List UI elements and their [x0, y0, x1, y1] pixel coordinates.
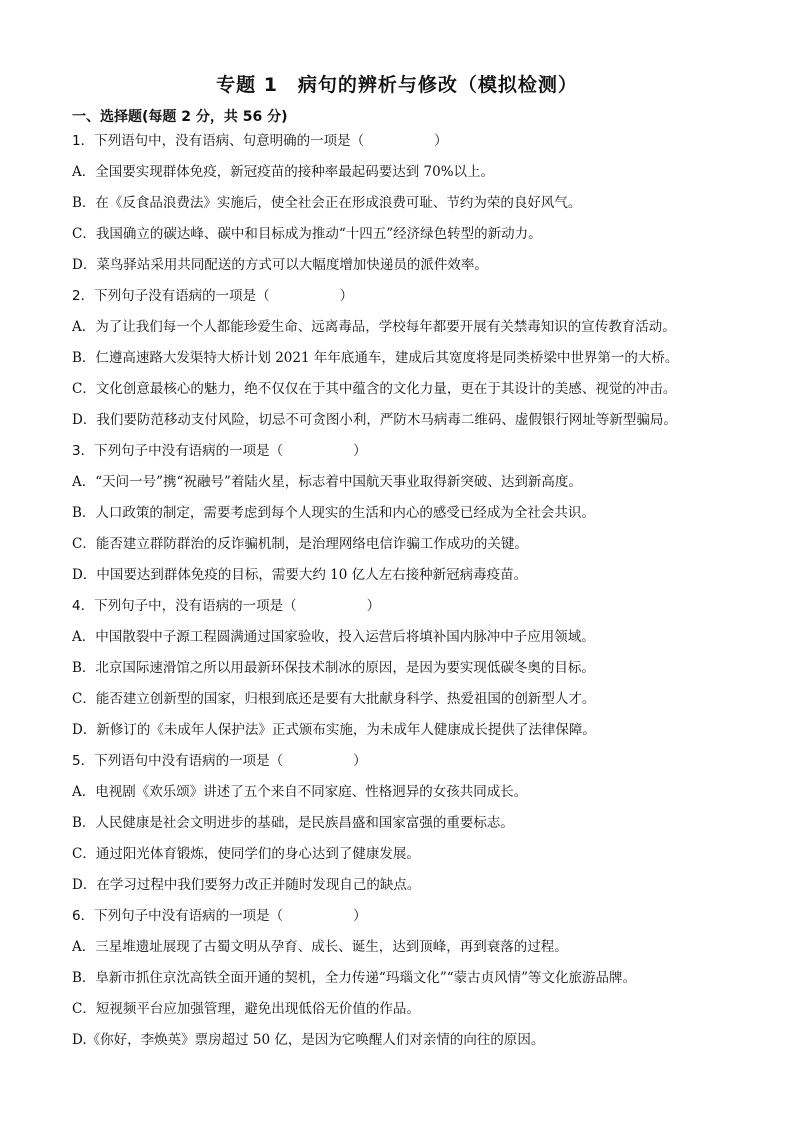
page-title: 专题 1 病句的辨析与修改（模拟检测） [216, 74, 578, 96]
answer-option: C．能否建立群防群治的反诈骗机制，是治理网络电信诈骗工作成功的关键。 [72, 536, 528, 552]
answer-option: A．全国要实现群体免疫，新冠疫苗的接种率最起码要达到 70%以上。 [72, 164, 495, 180]
answer-option: C．通过阳光体育锻炼，使同学们的身心达到了健康发展。 [72, 846, 420, 862]
question-stem-text: 2．下列句子没有语病的一项是（ [72, 288, 270, 304]
question-stem-text: 6．下列句子中没有语病的一项是（ [72, 908, 284, 924]
section-heading: 一、选择题(每题 2 分，共 56 分) [72, 109, 288, 125]
answer-option: A．电视剧《欢乐颂》讲述了五个来自不同家庭、性格迥异的女孩共同成长。 [72, 784, 528, 800]
answer-option: D．中国要达到群体免疫的目标，需要大约 10 亿人左右接种新冠病毒疫苗。 [72, 567, 528, 583]
question-stem-close: ） [434, 133, 448, 149]
answer-option: B．人口政策的制定，需要考虑到每个人现实的生活和内心的感受已经成为全社会共识。 [72, 505, 595, 521]
question-stem-close: ） [339, 288, 354, 304]
question-stem-close: ） [353, 753, 367, 769]
answer-option: B．阜新市抓住京沈高铁全面开通的契机，全力传递“玛瑙文化”“蒙古贞风情”等文化旅游品牌。 [72, 970, 637, 986]
question-stem-close: ） [366, 598, 381, 614]
question-stem [72, 126, 732, 157]
answer-option: A．三星堆遗址展现了古蜀文明从孕育、成长、诞生，达到顶峰，再到衰落的过程。 [72, 939, 568, 955]
answer-option: D．新修订的《未成年人保护法》正式颁布实施，为未成年人健康成长提供了法律保障。 [72, 722, 596, 738]
answer-option: C．文化创意最核心的魅力，绝不仅仅在于其中蕴含的文化力量，更在于其设计的美感、视觉的冲击。 [72, 381, 677, 397]
answer-option: C．我国确立的碳达峰、碳中和目标成为推动“十四五”经济绿色转型的新动力。 [72, 226, 542, 242]
answer-option: B．仁遵高速路大发渠特大桥计划 2021 年年底通车，建成后其宽度将是同类桥梁中世界第一的大桥。 [72, 350, 679, 366]
question-stem [72, 281, 732, 312]
answer-option: D．在学习过程中我们要努力改正并随时发现自己的缺点。 [72, 877, 421, 893]
question-stem-text: 4．下列句子中，没有语病的一项是（ [72, 598, 297, 614]
question-stem-text: 1．下列语句中，没有语病、句意明确的一项是（ [72, 133, 365, 149]
question-list [72, 126, 732, 1056]
question-stem-close: ） [353, 908, 367, 924]
question-stem [72, 436, 732, 467]
answer-option: A．为了让我们每一个人都能珍爱生命、远离毒品，学校每年都要开展有关禁毒知识的宣传教育活动。 [72, 319, 676, 335]
answer-option: A．中国散裂中子源工程圆满通过国家验收，投入运营后将填补国内脉冲中子应用领域。 [72, 629, 595, 645]
answer-option: C．短视频平台应加强管理，避免出现低俗无价值的作品。 [72, 1001, 420, 1017]
answer-option: D．我们要防范移动支付风险，切忌不可贪图小利，严防木马病毒二维码、虚假银行网址等新型骗局。 [72, 412, 677, 428]
question-stem-close: ） [353, 443, 367, 459]
answer-option: D．菜鸟驿站采用共同配送的方式可以大幅度增加快递员的派件效率。 [72, 257, 488, 273]
answer-option: B．人民健康是社会文明进步的基础，是民族昌盛和国家富强的重要标志。 [72, 815, 514, 831]
question-stem [72, 901, 732, 932]
answer-option: C．能否建立创新型的国家，归根到底还是要有大批献身科学、热爱祖国的创新型人才。 [72, 691, 596, 707]
answer-option: B．北京国际速滑馆之所以用最新环保技术制冰的原因，是因为要实现低碳冬奥的目标。 [72, 660, 595, 676]
question-stem [72, 746, 732, 777]
answer-option: A．“天问一号”携“祝融号”着陆火星，标志着中国航天事业取得新突破、达到新高度。 [72, 474, 582, 490]
question-stem-text: 3．下列句子中没有语病的一项是（ [72, 443, 284, 459]
question-stem [72, 591, 732, 622]
answer-option: B．在《反食品浪费法》实施后，使全社会正在形成浪费可耻、节约为荣的良好风气。 [72, 195, 582, 211]
question-stem-text: 5．下列语句中没有语病的一项是（ [72, 753, 284, 769]
answer-option: D.《你好，李焕英》票房超过 50 亿，是因为它唤醒人们对亲情的向往的原因。 [72, 1032, 545, 1048]
